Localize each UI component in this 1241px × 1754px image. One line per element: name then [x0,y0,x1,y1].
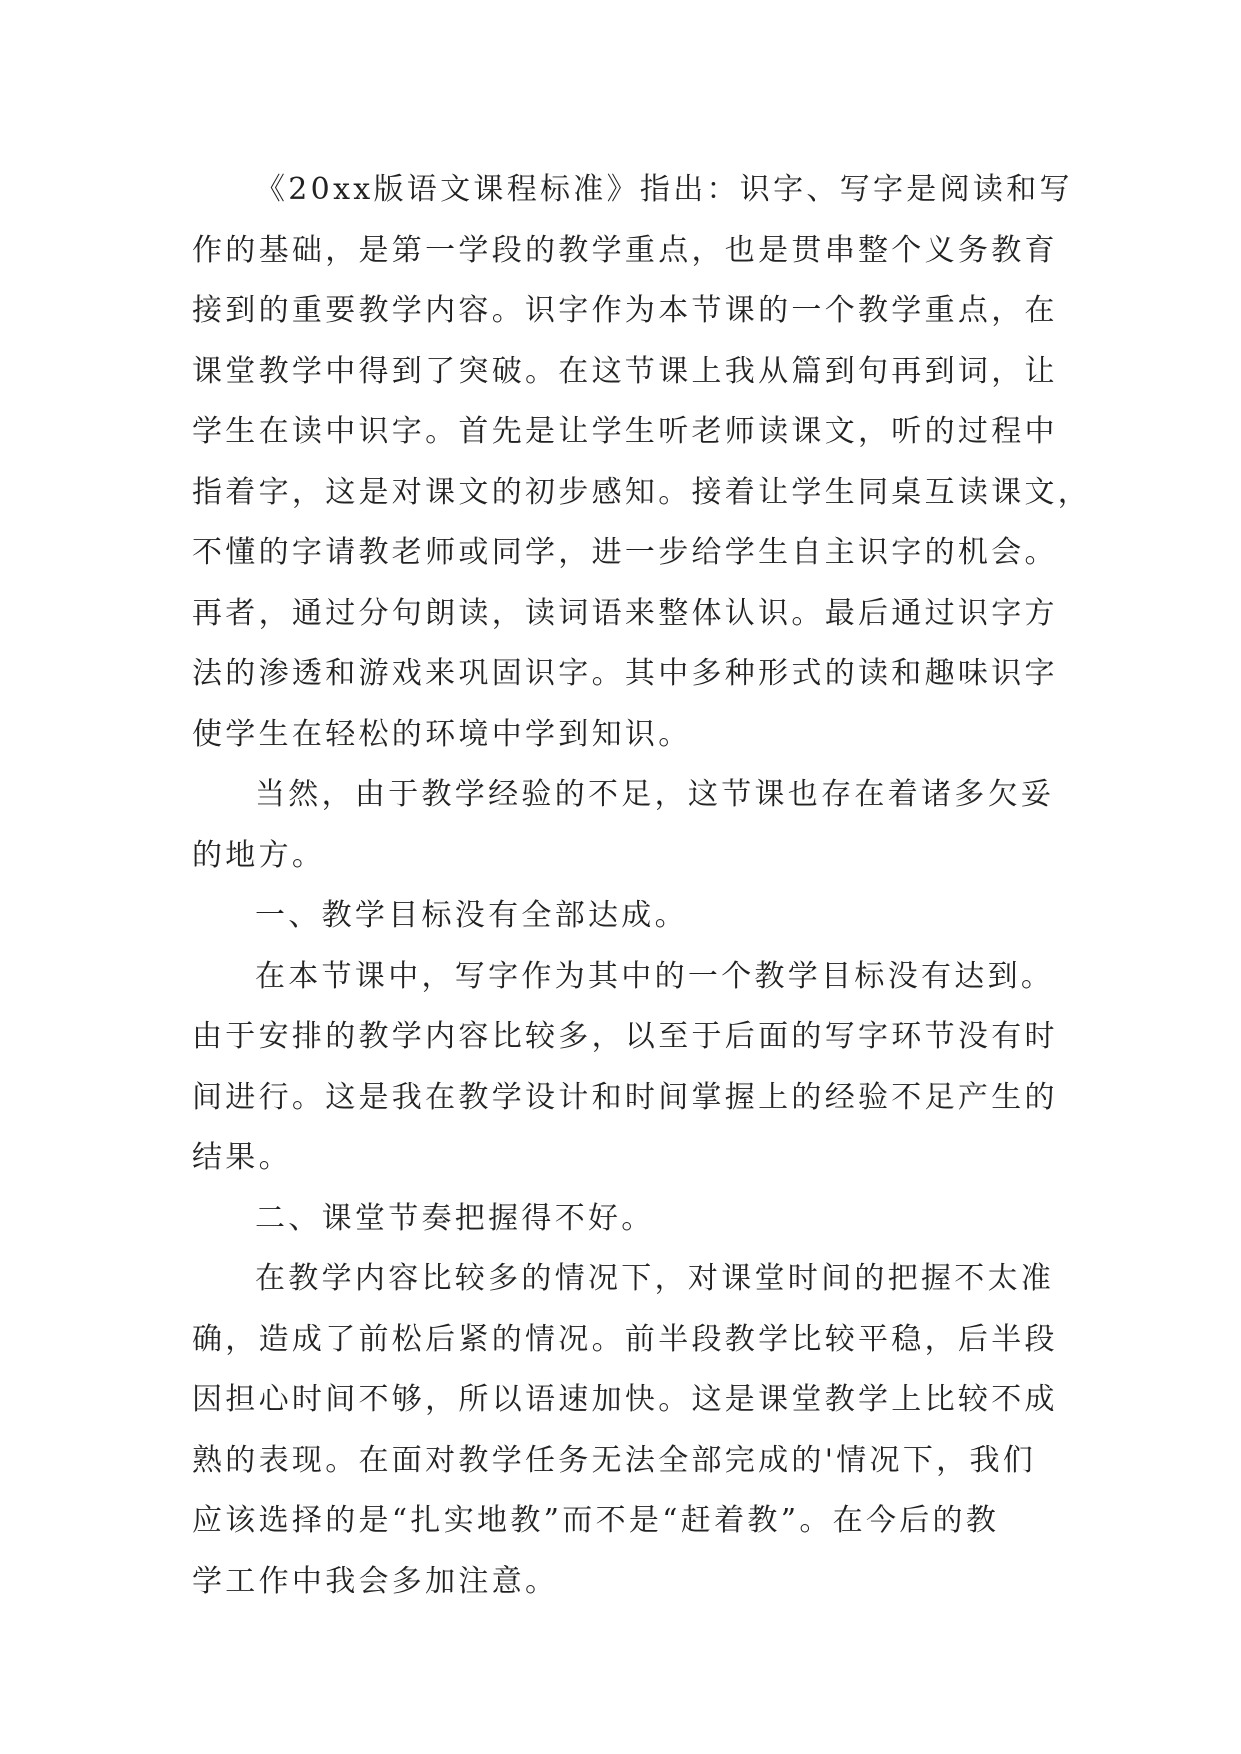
section-heading-2: 二、课堂节奏把握得不好。 [255,1200,655,1236]
paragraph-1-line-5: 学生在读中识字。首先是让学生听老师读课文，听的过程中 [192,414,1058,449]
paragraph-2-line-2: 的地方。 [192,837,326,873]
paragraph-2-line-1: 当然，由于教学经验的不足，这节课也存在着诸多欠妥 [255,777,1055,812]
paragraph-3-line-2: 由于安排的教学内容比较多，以至于后面的写字环节没有时 [192,1019,1058,1054]
paragraph-1-line-7: 不懂的字请教老师或同学，进一步给学生自主识字的机会。 [192,535,1058,570]
paragraph-1-line-9: 法的渗透和游戏来巩固识字。其中多种形式的读和趣味识字 [192,656,1058,691]
paragraph-1-line-10: 使学生在轻松的环境中学到知识。 [192,716,692,752]
paragraph-3-line-3: 间进行。这是我在教学设计和时间掌握上的经验不足产生的 [192,1079,1058,1115]
paragraph-4-line-1: 在教学内容比较多的情况下，对课堂时间的把握不太准 [255,1261,1055,1296]
paragraph-1-line-2: 作的基础，是第一学段的教学重点，也是贯串整个义务教育 [192,232,1058,268]
section-heading-1: 一、教学目标没有全部达成。 [255,898,688,933]
paragraph-4-line-5: 应该选择的是“扎实地教”而不是“赶着教”。在今后的教 [192,1503,1000,1538]
paragraph-4-line-2: 确，造成了前松后紧的情况。前半段教学比较平稳，后半段 [192,1321,1058,1357]
paragraph-4-line-4: 熟的表现。在面对教学任务无法全部完成的'情况下，我们 [192,1442,1037,1478]
paragraph-1-line-8: 再者，通过分句朗读，读词语来整体认识。最后通过识字方 [192,595,1058,631]
paragraph-1-line-1: 《20xx版语文课程标准》指出：识字、写字是阅读和写 [255,172,1073,207]
paragraph-3-line-1: 在本节课中，写字作为其中的一个教学目标没有达到。 [255,958,1055,994]
paragraph-4-line-6: 学工作中我会多加注意。 [192,1563,559,1599]
paragraph-3-line-4: 结果。 [192,1140,292,1175]
paragraph-4-line-3: 因担心时间不够，所以语速加快。这是课堂教学上比较不成 [192,1382,1058,1417]
paragraph-1-line-3: 接到的重要教学内容。识字作为本节课的一个教学重点，在 [192,293,1058,328]
paragraph-1-line-6: 指着字，这是对课文的初步感知。接着让学生同桌互读课文， [192,474,1092,510]
paragraph-1-line-4: 课堂教学中得到了突破。在这节课上我从篇到句再到词，让 [192,353,1058,389]
document-body [192,160,1092,1612]
